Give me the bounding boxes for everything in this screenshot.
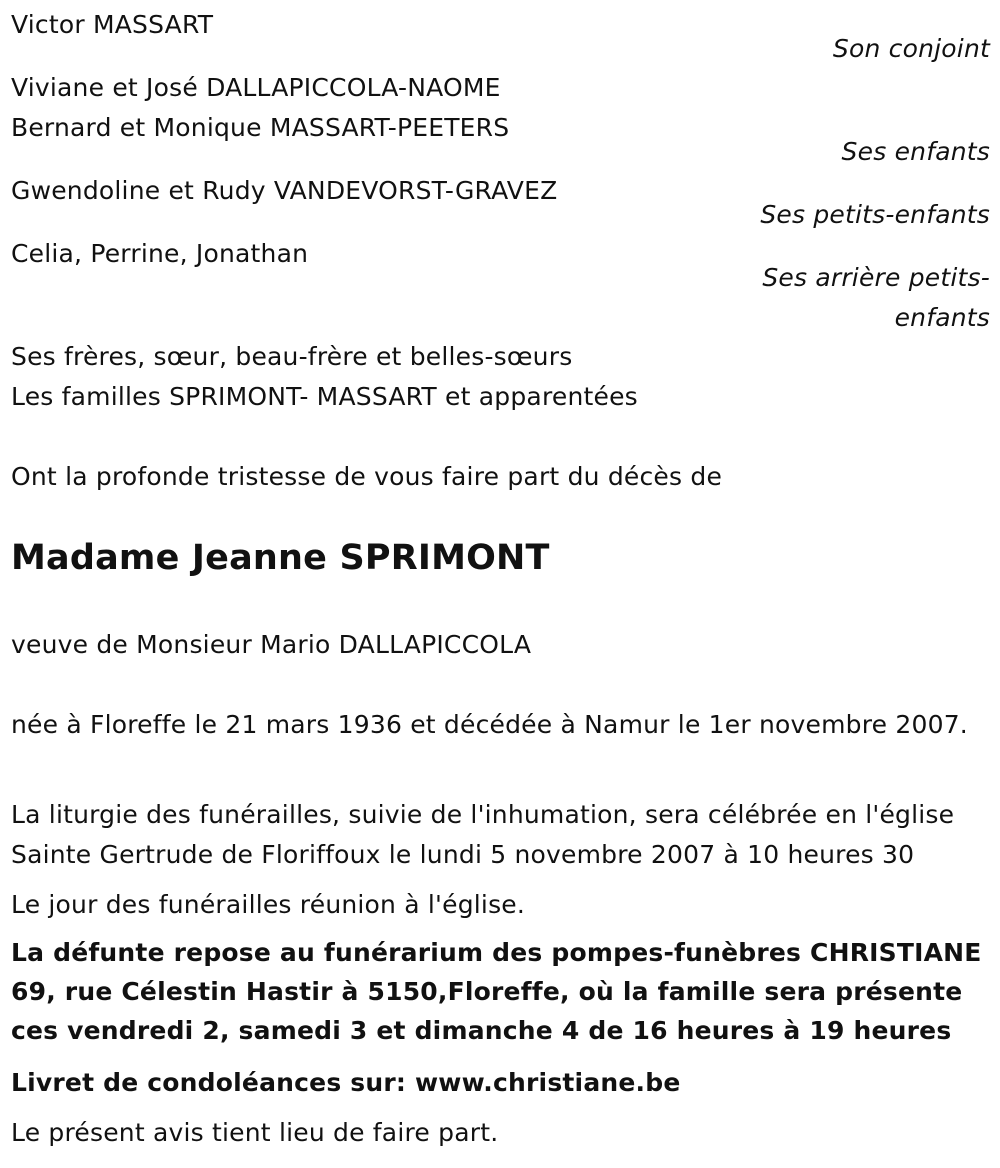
closing-line: Le présent avis tient lieu de faire part.: [11, 1118, 499, 1147]
children-role: Ses enfants: [841, 137, 990, 166]
grandchildren-role: Ses petits-enfants: [760, 200, 990, 229]
deceased-name: Madame Jeanne SPRIMONT: [11, 538, 550, 578]
spouse-name: Victor MASSART: [11, 10, 214, 39]
liturgy-paragraph: La liturgie des funérailles, suivie de l'inhumation, sera célébrée en l'église Sainte Gertrude de Floriffoux le lundi 5 novembre 2007 à 10 heures 30: [11, 800, 955, 869]
spouse-role: Son conjoint: [832, 34, 990, 63]
child-line-2: Bernard et Monique MASSART-PEETERS: [11, 113, 510, 142]
child-line-1: Viviane et José DALLAPICCOLA-NAOME: [11, 73, 501, 102]
great-grandchildren-role-1: Ses arrière petits-: [762, 263, 990, 292]
grandchildren-name: Gwendoline et Rudy VANDEVORST-GRAVEZ: [11, 176, 558, 205]
meeting-line: Le jour des funérailles réunion à l'église.: [11, 890, 526, 919]
birth-death-paragraph: née à Floreffe le 21 mars 1936 et décédée à Namur le 1er novembre 2007.: [11, 710, 968, 739]
repose-paragraph: La défunte repose au funérarium des pompes-funèbres CHRISTIANE 69, rue Célestin Hastir à 5150,Floreffe, où la famille sera présente ces vendredi 2, samedi 3 et dimanche 4 de 16 heures à 19 heures: [11, 938, 982, 1045]
siblings-line: Ses frères, sœur, beau-frère et belles-sœurs: [11, 342, 573, 371]
intro-line: Ont la profonde tristesse de vous faire part du décès de: [11, 462, 723, 491]
related-families-line: Les familles SPRIMONT- MASSART et apparentées: [11, 382, 638, 411]
great-grandchildren-name: Celia, Perrine, Jonathan: [11, 239, 309, 268]
condolences-line: Livret de condoléances sur: www.christiane.be: [11, 1068, 681, 1097]
widow-of-line: veuve de Monsieur Mario DALLAPICCOLA: [11, 630, 532, 659]
great-grandchildren-role-2: enfants: [894, 303, 990, 332]
